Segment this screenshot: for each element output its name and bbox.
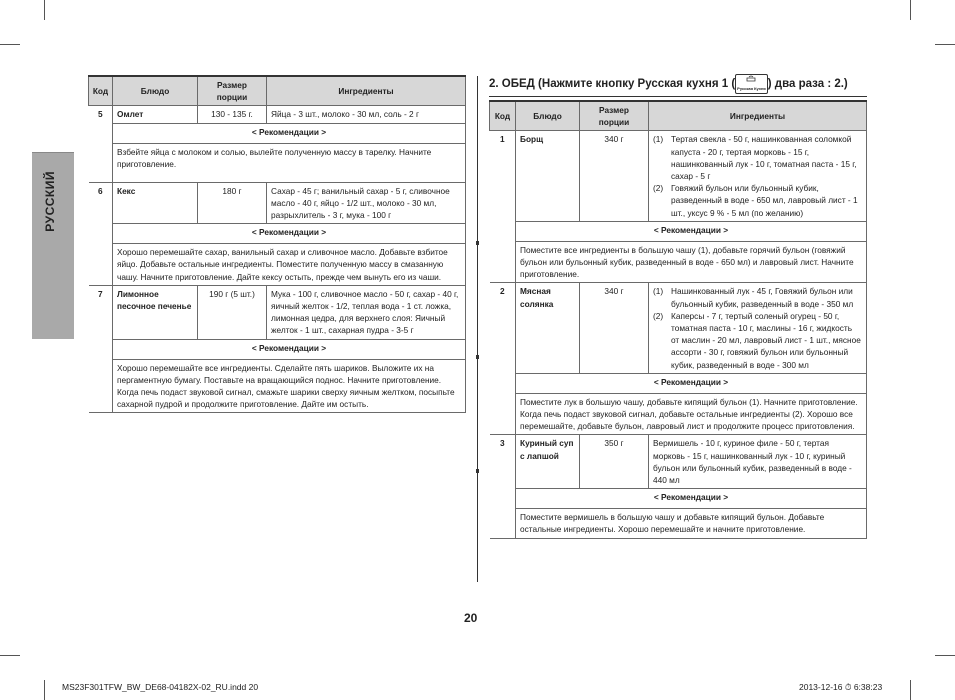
code-cell: 1 xyxy=(490,131,516,283)
ingredient-item: (1) Нашинкованный лук - 45 г, Говяжий бульон или бульонный кубик, разведенный в воде - 350 мл xyxy=(653,286,854,309)
ingredient-item: (2) Говяжий бульон или бульонный кубик, разведенный в воде - 650 мл, лавровый лист - 1 шт., уксус 9 % - 5 мл (по желанию) xyxy=(653,183,858,218)
crop-mark xyxy=(935,44,955,45)
recommendations-text: Поместите лук в большую чашу, добавьте кипящий бульон (1). Начните приготовление. Когда печь подаст звуковой сигнал, добавьте остальные ингредиенты (2). Хорошо все перемешайте, добавьте бульон, лавровый лист и продолжите процесс приготовления. xyxy=(516,393,867,435)
ingredients-cell: Вермишель - 10 г, куриное филе - 50 г, тертая морковь - 15 г, нашинкованный лук - 10 г, куриный бульон или бульонный кубик, разведенный в воде - 440 мл xyxy=(649,435,867,489)
recommendations-label: < Рекомендации > xyxy=(113,224,466,244)
recommendations-label: < Рекомендации > xyxy=(113,339,466,359)
code-cell: 2 xyxy=(490,283,516,435)
portion-cell: 340 г xyxy=(580,131,649,221)
section-title-text: 2. ОБЕД (Нажмите кнопку Русская кухня 1 ( xyxy=(489,78,736,91)
portion-cell: 130 - 135 г. xyxy=(198,106,267,123)
button-icon-label: Русская Кухня xyxy=(737,86,766,91)
header-portion: Размер порции xyxy=(198,76,267,106)
crop-mark xyxy=(910,680,911,700)
header-dish: Блюдо xyxy=(113,76,198,106)
ingredients-cell xyxy=(649,131,867,221)
recommendations-label: < Рекомендации > xyxy=(516,221,867,241)
divider-tick xyxy=(476,241,479,245)
crop-mark xyxy=(0,44,20,45)
recommendations-text: Поместите вермишель в большую чашу и добавьте кипящий бульон. Добавьте остальные ингредиенты. Хорошо перемешайте и начните приготовление. xyxy=(516,509,867,538)
page-number: 20 xyxy=(464,611,478,625)
recommendations-label: < Рекомендации > xyxy=(516,373,867,393)
crop-mark xyxy=(935,655,955,656)
code-cell: 7 xyxy=(89,285,113,413)
header-code: Код xyxy=(490,101,516,131)
header-code: Код xyxy=(89,76,113,106)
crop-mark xyxy=(44,680,45,700)
dish-cell: Куриный суп с лапшой xyxy=(516,435,580,489)
right-recipe-table xyxy=(489,100,867,539)
divider-tick xyxy=(476,469,479,473)
header-portion: Размер порции xyxy=(580,101,649,131)
dish-cell: Кекс xyxy=(113,182,198,224)
header-ingredients: Ингредиенты xyxy=(649,101,867,131)
left-recipe-table xyxy=(88,75,466,413)
ingredient-item: (2) Каперсы - 7 г, тертый соленый огурец - 50 г, томатная паста - 10 г, маслины - 16 г, жидкость от маслин - 20 мл, лавровый лист - 1 шт., мясное ассорти - 30 г, говяжий бульон или бульонный кубик, разведенный в воде - 300 мл xyxy=(653,310,861,370)
ingredient-item: (1) Тертая свекла - 50 г, нашинкованная соломкой капуста - 20 г, тертая морковь - 15 г, нашинкованный лук - 10 г, томатная паста - 15 г, сахар - 5 г xyxy=(653,134,857,182)
pot-icon xyxy=(746,75,756,82)
section-title-text-end: ) два раза : 2.) xyxy=(767,78,848,91)
section-title xyxy=(489,74,867,97)
portion-cell: 340 г xyxy=(580,283,649,373)
table-row xyxy=(89,182,466,224)
code-cell: 3 xyxy=(490,435,516,538)
divider-tick xyxy=(476,355,479,359)
footer-file-name: MS23F301TFW_BW_DE68-04182X-02_RU.indd 20 xyxy=(62,682,259,692)
portion-cell: 180 г xyxy=(198,182,267,224)
language-side-tab xyxy=(32,152,74,339)
russian-cuisine-button-icon xyxy=(735,74,768,94)
table-row xyxy=(490,283,867,373)
ingredients-cell xyxy=(649,283,867,373)
portion-cell: 350 г xyxy=(580,435,649,489)
ingredients-cell: Мука - 100 г, сливочное масло - 50 г, сахар - 40 г, яичный желток - 1/2, теплая вода - 1 ст. ложка, лимонная цедра, для верхнего слоя: Яичный желток - 1 шт., сахарная пудра - 3-5 г xyxy=(267,285,466,339)
crop-mark xyxy=(910,0,911,20)
dish-cell: Борщ xyxy=(516,131,580,221)
crop-mark xyxy=(0,655,20,656)
recommendations-label: < Рекомендации > xyxy=(113,123,466,143)
table-row xyxy=(89,106,466,123)
side-tab-label: РУССКИЙ xyxy=(43,171,57,232)
recommendations-text: Хорошо перемешайте сахар, ванильный сахар и сливочное масло. Добавьте взбитое яйцо. Добавьте остальные ингредиенты. Поместите полученную массу в смазанную чашу. Начните приготовление. Дайте кексу остыть, прежде чем вынуть его из чаши. xyxy=(113,244,466,286)
ingredients-cell: Яйца - 3 шт., молоко - 30 мл, соль - 2 г xyxy=(267,106,466,123)
code-cell: 6 xyxy=(89,182,113,285)
recommendations-label: < Рекомендации > xyxy=(516,489,867,509)
table-row xyxy=(89,285,466,339)
recommendations-text: Хорошо перемешайте все ингредиенты. Сделайте пять шариков. Выложите их на пергаментную бумагу. Поставьте на вращающийся поднос. Начните приготовление. Когда печь подаст звуковой сигнал, смажьте шарики сверху яичным желтком, посыпьте сахарной пудрой и продолжите приготовление. Дайте им остыть. xyxy=(113,359,466,413)
dish-cell: Омлет xyxy=(113,106,198,123)
dish-cell: Мясная солянка xyxy=(516,283,580,373)
crop-mark xyxy=(44,0,45,20)
portion-cell: 190 г (5 шт.) xyxy=(198,285,267,339)
recommendations-text: Взбейте яйца с молоком и солью, вылейте полученную массу в тарелку. Начните приготовление. xyxy=(113,143,466,182)
table-row xyxy=(490,131,867,221)
ingredients-cell: Сахар - 45 г; ванильный сахар - 5 г, сливочное масло - 40 г, яйцо - 1/2 шт., молоко - 30 мл, разрыхлитель - 3 г, мука - 100 г xyxy=(267,182,466,224)
code-cell: 5 xyxy=(89,106,113,182)
header-dish: Блюдо xyxy=(516,101,580,131)
table-row xyxy=(490,435,867,489)
column-divider xyxy=(477,76,478,582)
footer-datetime: 2013-12-16 ⏱ 6:38:23 xyxy=(799,682,883,692)
dish-cell: Лимонное песочное печенье xyxy=(113,285,198,339)
recommendations-text: Поместите все ингредиенты в большую чашу (1), добавьте горячий бульон (говяжий бульон или бульонный кубик, разведенный в воде - 650 мл) и лавровый лист. Начните приготовление. xyxy=(516,241,867,283)
header-ingredients: Ингредиенты xyxy=(267,76,466,106)
